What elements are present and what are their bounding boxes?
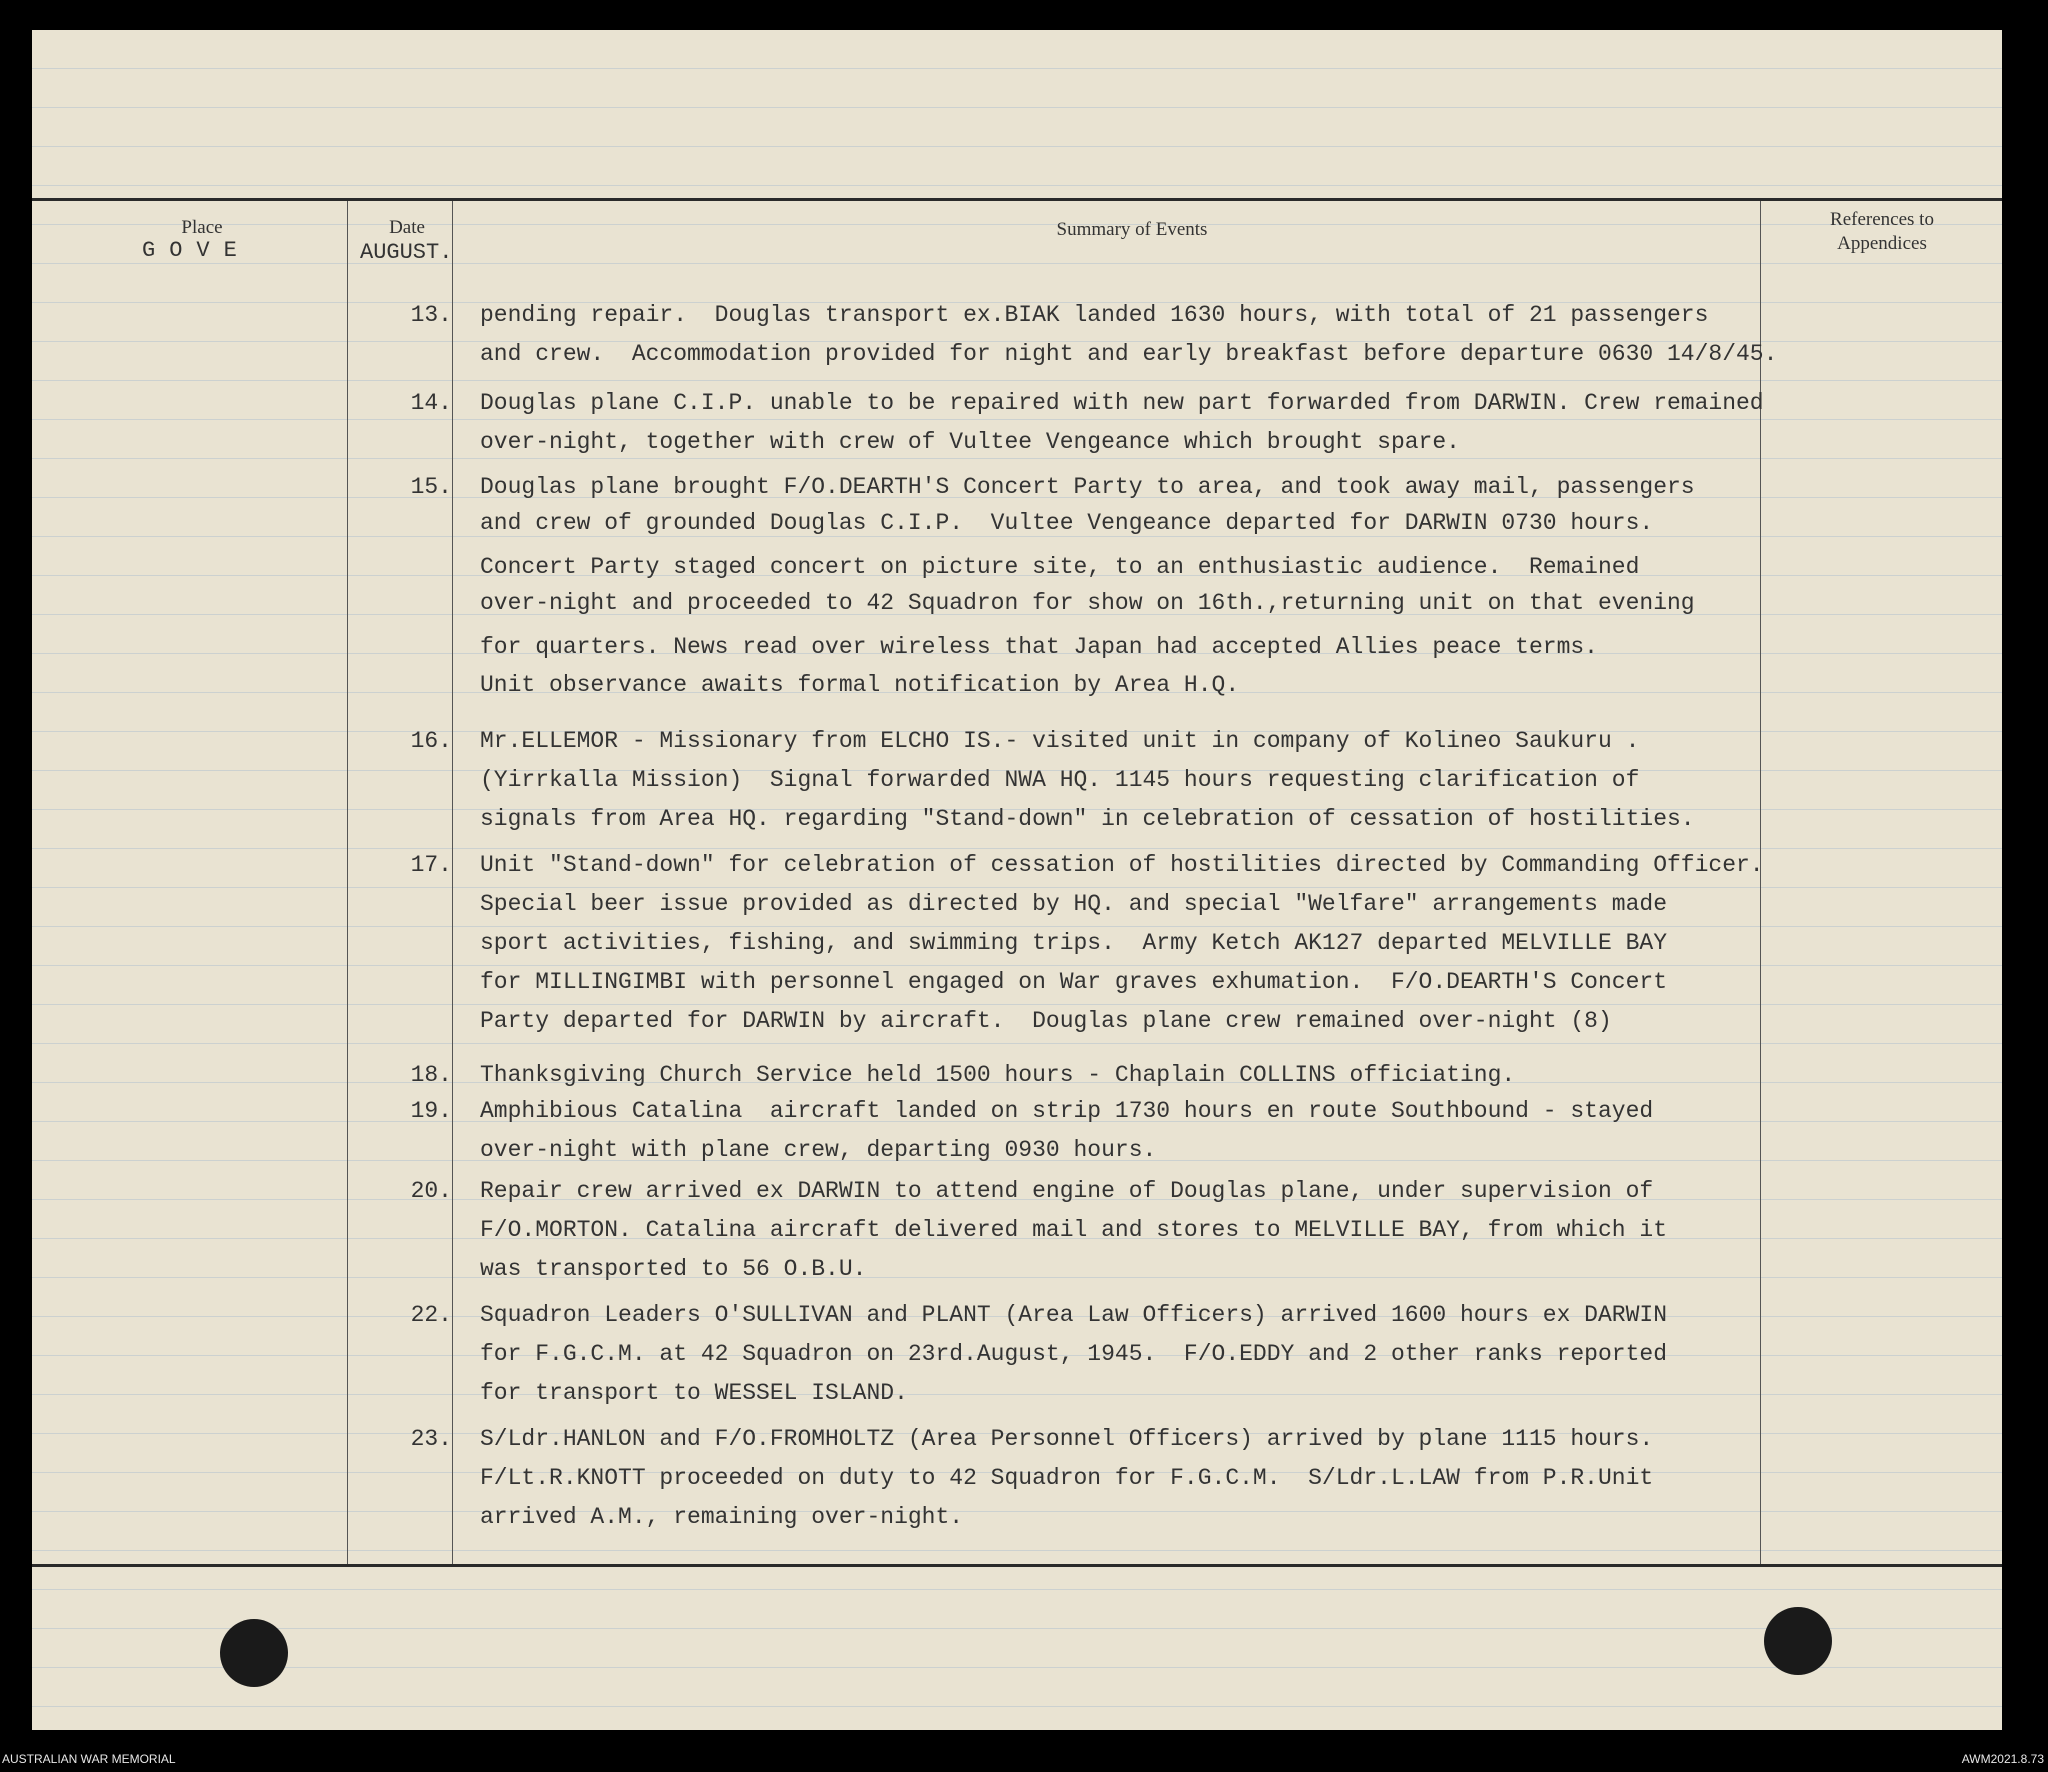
entry-line: F/Lt.R.KNOTT proceeded on duty to 42 Squadron for F.G.C.M. S/Ldr.L.LAW from P.R.Unit — [480, 1465, 1654, 1491]
entry-date: 13. — [410, 302, 452, 328]
place-header: Place — [181, 217, 223, 238]
entry-line: Party departed for DARWIN by aircraft. Douglas plane crew remained over-night (8) — [480, 1008, 1612, 1034]
entry-line: Thanksgiving Church Service held 1500 hours - Chaplain COLLINS officiating. — [480, 1062, 1516, 1088]
bottom-rule — [32, 1564, 2002, 1567]
entry-date: 16. — [410, 728, 452, 754]
entry-date: 20. — [410, 1178, 452, 1204]
place-value: GOVE — [142, 238, 251, 263]
entry-line: Mr.ELLEMOR - Missionary from ELCHO IS.- visited unit in company of Kolineo Saukuru . — [480, 728, 1640, 754]
place-column-divider — [347, 201, 348, 1564]
references-header-line2: Appendices — [1837, 233, 1927, 254]
footer-credit: AUSTRALIAN WAR MEMORIAL — [2, 1752, 176, 1766]
top-rule — [32, 198, 2002, 201]
entry-line: Unit "Stand-down" for celebration of cessation of hostilities directed by Commanding Officer. — [480, 852, 1764, 878]
document-page — [32, 30, 2002, 1730]
entry-line: Unit observance awaits formal notification by Area H.Q. — [480, 672, 1240, 698]
entry-line: Special beer issue provided as directed by HQ. and special "Welfare" arrangements made — [480, 891, 1667, 917]
entry-date: 23. — [410, 1426, 452, 1452]
entry-date: 22. — [410, 1302, 452, 1328]
entry-line: Repair crew arrived ex DARWIN to attend engine of Douglas plane, under supervision of — [480, 1178, 1654, 1204]
date-column-divider — [452, 201, 453, 1564]
summary-header: Summary of Events — [1056, 219, 1208, 240]
punch-hole-left — [220, 1619, 288, 1687]
entry-line: and crew. Accommodation provided for night and early breakfast before departure 0630 14/8/45. — [480, 341, 1778, 367]
entry-date: 19. — [410, 1098, 452, 1124]
entry-line: F/O.MORTON. Catalina aircraft delivered mail and stores to MELVILLE BAY, from which it — [480, 1217, 1667, 1243]
entry-line: Squadron Leaders O'SULLIVAN and PLANT (Area Law Officers) arrived 1600 hours ex DARWIN — [480, 1302, 1667, 1328]
references-header — [1777, 208, 1987, 256]
entry-line: Amphibious Catalina aircraft landed on strip 1730 hours en route Southbound - stayed — [480, 1098, 1654, 1124]
entry-line: for F.G.C.M. at 42 Squadron on 23rd.August, 1945. F/O.EDDY and 2 other ranks reported — [480, 1341, 1667, 1367]
entry-line: for quarters. News read over wireless that Japan had accepted Allies peace terms. — [480, 634, 1598, 660]
punch-hole-right — [1764, 1607, 1832, 1675]
entry-line: (Yirrkalla Mission) Signal forwarded NWA HQ. 1145 hours requesting clarification of — [480, 767, 1640, 793]
entry-line: for MILLINGIMBI with personnel engaged on War graves exhumation. F/O.DEARTH'S Concert — [480, 969, 1667, 995]
entry-line: sport activities, fishing, and swimming trips. Army Ketch AK127 departed MELVILLE BAY — [480, 930, 1667, 956]
entry-line: Concert Party staged concert on picture site, to an enthusiastic audience. Remained — [480, 554, 1640, 580]
entry-line: pending repair. Douglas transport ex.BIAK landed 1630 hours, with total of 21 passengers — [480, 302, 1709, 328]
entry-line: signals from Area HQ. regarding "Stand-down" in celebration of cessation of hostilities. — [480, 806, 1695, 832]
entry-line: S/Ldr.HANLON and F/O.FROMHOLTZ (Area Personnel Officers) arrived by plane 1115 hours. — [480, 1426, 1654, 1452]
entry-date: 14. — [410, 390, 452, 416]
entry-line: for transport to WESSEL ISLAND. — [480, 1380, 908, 1406]
entry-date: 17. — [410, 852, 452, 878]
date-header: Date — [389, 217, 425, 238]
entry-line: and crew of grounded Douglas C.I.P. Vultee Vengeance departed for DARWIN 0730 hours. — [480, 510, 1654, 536]
entry-line: over-night and proceeded to 42 Squadron for show on 16th.,returning unit on that evening — [480, 590, 1695, 616]
entry-line: Douglas plane C.I.P. unable to be repaired with new part forwarded from DARWIN. Crew remained — [480, 390, 1764, 416]
month-value: AUGUST. — [360, 240, 453, 265]
footer-reference: AWM2021.8.73 — [1961, 1752, 2044, 1766]
entry-line: over-night, together with crew of Vultee Vengeance which brought spare. — [480, 429, 1460, 455]
references-header-line1: References to — [1830, 209, 1934, 230]
entry-date: 15. — [410, 474, 452, 500]
entry-line: arrived A.M., remaining over-night. — [480, 1504, 964, 1530]
entry-line: was transported to 56 O.B.U. — [480, 1256, 867, 1282]
entry-date: 18. — [410, 1062, 452, 1088]
entry-line: over-night with plane crew, departing 0930 hours. — [480, 1137, 1157, 1163]
entry-line: Douglas plane brought F/O.DEARTH'S Concert Party to area, and took away mail, passengers — [480, 474, 1695, 500]
